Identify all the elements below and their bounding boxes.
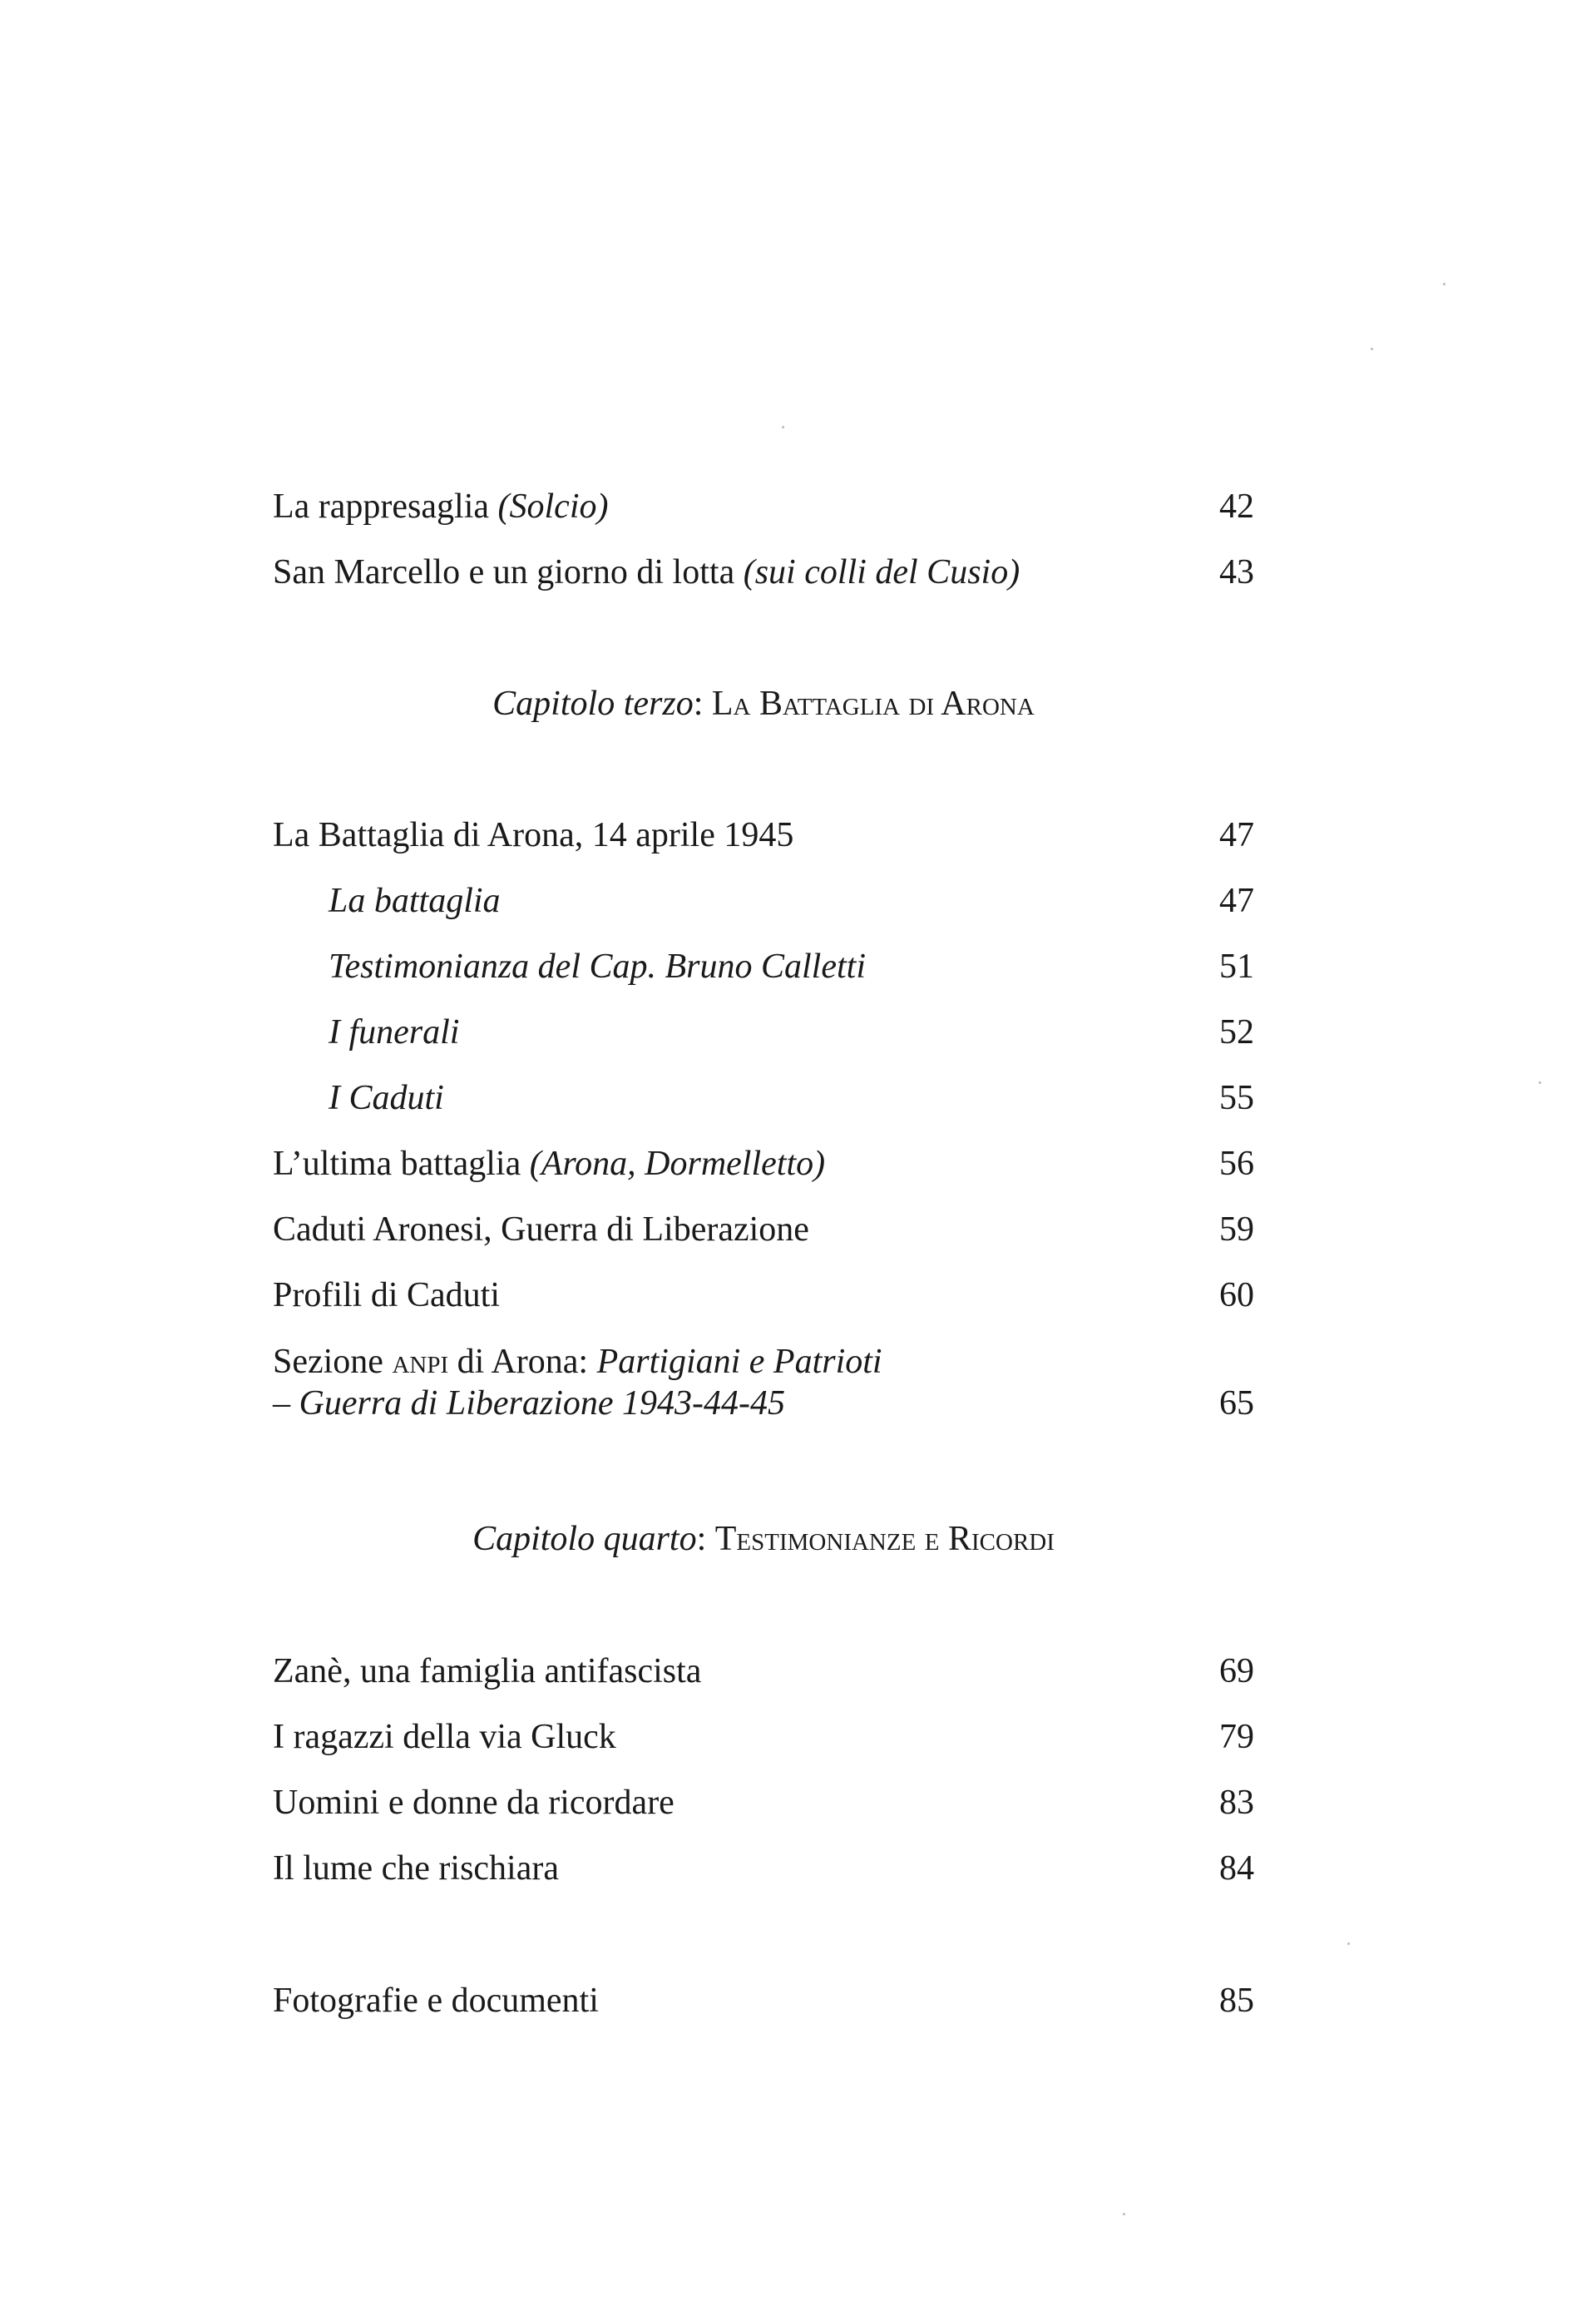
entry-title: La Battaglia di Arona, 14 aprile 1945: [273, 816, 794, 854]
toc-entry: [273, 1275, 1254, 1319]
entry-page-number: 79: [1219, 1718, 1254, 1756]
entry-title: Testimonianza del Cap. Bruno Calletti: [329, 948, 866, 986]
toc-entry: [273, 487, 1254, 530]
chapter-heading: Capitolo terzo: La Battaglia di Arona: [492, 685, 1035, 723]
entry-page-number: 84: [1219, 1849, 1254, 1888]
entry-title: I Caduti: [329, 1079, 444, 1117]
scan-speck: [782, 426, 784, 428]
toc-entry: [273, 1981, 1254, 2024]
entry-title: Caduti Aronesi, Guerra di Liberazione: [273, 1210, 809, 1249]
entry-page-number: 55: [1219, 1079, 1254, 1117]
toc-entry: [273, 1717, 1254, 1760]
scan-speck: [1123, 2213, 1125, 2215]
entry-title: Profili di Caduti: [273, 1276, 500, 1314]
entry-title: La battaglia: [329, 882, 501, 920]
toc-entry: [273, 1144, 1254, 1187]
entry-title: I ragazzi della via Gluck: [273, 1718, 616, 1756]
scan-speck: [1347, 1942, 1350, 1945]
entry-title: I funerali: [329, 1013, 460, 1052]
toc-entry: [273, 1783, 1254, 1826]
entry-title: La rappresaglia (Solcio): [273, 487, 609, 526]
scan-speck: [1539, 1081, 1541, 1084]
toc-subentry: [329, 881, 1254, 924]
entry-page-number: 59: [1219, 1210, 1254, 1249]
toc-entry: [273, 1651, 1254, 1695]
entry-title: Il lume che rischiara: [273, 1849, 559, 1888]
entry-page-number: 51: [1219, 948, 1254, 986]
entry-page-number: 65: [1219, 1384, 1254, 1423]
toc-entry: [273, 1848, 1254, 1892]
entry-title-line-1: Sezione anpi di Arona: Partigiani e Patrioti: [273, 1343, 882, 1381]
chapter-heading: Capitolo quarto: Testimonianze e Ricordi: [472, 1520, 1055, 1558]
entry-title: Fotografie e documenti: [273, 1982, 599, 2020]
toc-subentry: [329, 1078, 1254, 1121]
scan-speck: [1371, 348, 1373, 350]
toc-entry: [273, 552, 1254, 596]
entry-title: Uomini e donne da ricordare: [273, 1784, 674, 1822]
entry-title-line-2: – Guerra di Liberazione 1943-44-45: [273, 1384, 785, 1423]
entry-page-number: 60: [1219, 1276, 1254, 1314]
entry-title: L’ultima battaglia (Arona, Dormelletto): [273, 1145, 826, 1183]
entry-page-number: 83: [1219, 1784, 1254, 1822]
entry-page-number: 47: [1219, 882, 1254, 920]
toc-entry: [273, 1210, 1254, 1253]
toc-subentry: [329, 1012, 1254, 1056]
entry-page-number: 52: [1219, 1013, 1254, 1052]
entry-page-number: 56: [1219, 1145, 1254, 1183]
entry-page-number: 85: [1219, 1982, 1254, 2020]
entry-page-number: 42: [1219, 487, 1254, 526]
entry-title: San Marcello e un giorno di lotta (sui colli del Cusio): [273, 553, 1020, 591]
toc-subentry: [329, 947, 1254, 990]
entry-page-number: 43: [1219, 553, 1254, 591]
scan-speck: [1443, 283, 1445, 285]
entry-page-number: 69: [1219, 1652, 1254, 1690]
toc-entry: [273, 815, 1254, 859]
entry-title: Zanè, una famiglia antifascista: [273, 1652, 702, 1690]
entry-page-number: 47: [1219, 816, 1254, 854]
toc-entry-multiline: [273, 1341, 1254, 1433]
